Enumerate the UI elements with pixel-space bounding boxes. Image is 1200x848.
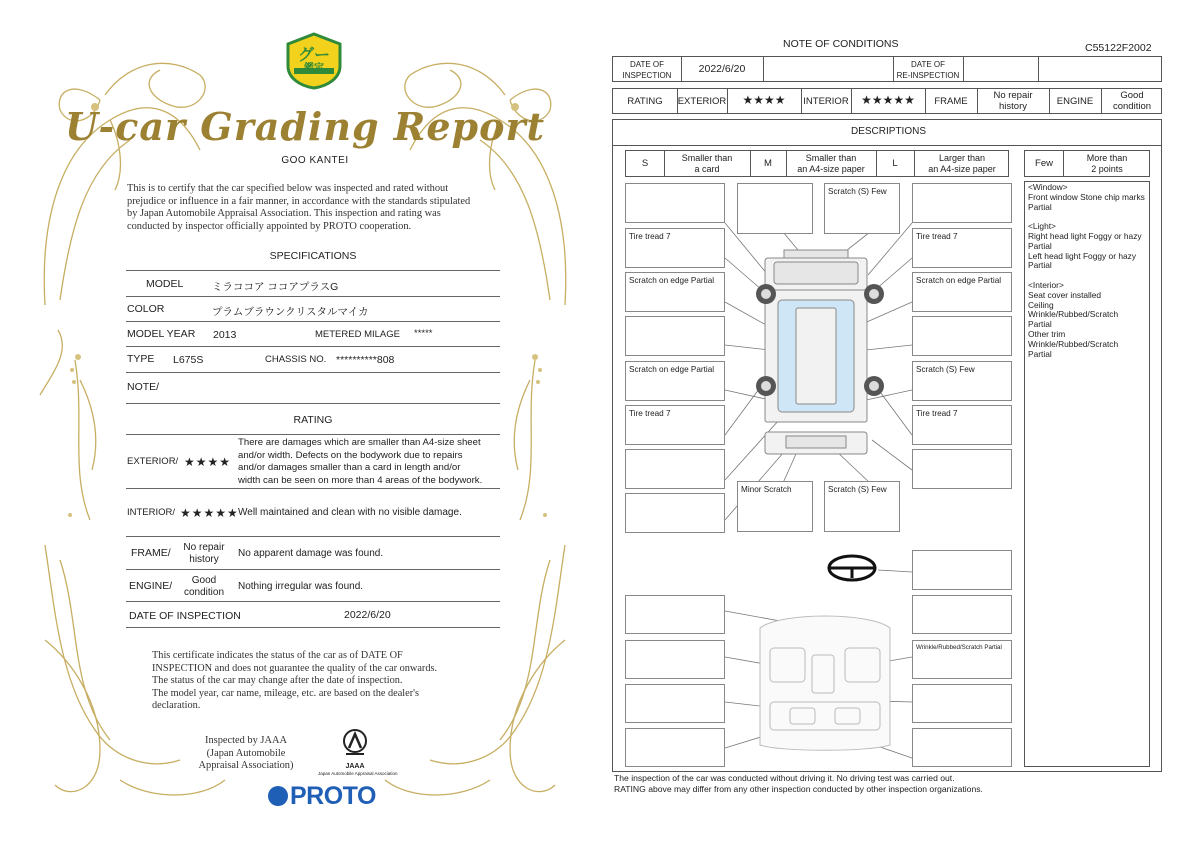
condition-box: [625, 449, 725, 489]
condition-box: [824, 481, 900, 532]
description-line: Partial: [1028, 319, 1052, 330]
value-line: No repair: [993, 90, 1033, 101]
condition-box: [625, 183, 725, 223]
chassis-label: CHASSIS NO.: [265, 354, 327, 365]
disclaimer-line: The status of the car may change after the date of inspection.: [152, 675, 403, 687]
interior-stars: ★★★★★: [861, 93, 915, 107]
disclaimer-line: This certificate indicates the status of the car as of DATE OF: [152, 650, 403, 661]
engine-value-line: Good: [191, 575, 217, 586]
footer-note: The inspection of the car was conducted without driving it. No driving test was carried out.: [614, 773, 955, 783]
value-line: history: [999, 101, 1027, 112]
note-label: NOTE/: [127, 381, 160, 393]
description-line: Wrinkle/Rubbed/Scratch: [1028, 309, 1119, 320]
description-line: Front window Stone chip marks: [1028, 191, 1145, 202]
condition-box: [912, 684, 1012, 723]
condition-label: Tire tread 7: [916, 409, 958, 418]
certify-line: by Japan Automobile Appraisal Association. This inspection and rating was: [127, 208, 441, 220]
inspected-line: Appraisal Association): [198, 760, 294, 771]
condition-box: [912, 228, 1012, 268]
legend-line: an A4-size paper: [928, 164, 996, 174]
rating-heading: RATING: [293, 414, 333, 426]
condition-label: Scratch (S) Few: [828, 187, 887, 196]
legend-m: M: [764, 158, 772, 169]
interior-label: INTERIOR: [803, 96, 849, 107]
disclaimer-line: INSPECTION and does not guarantee the quality of the car onwards.: [152, 662, 438, 674]
label-line: INSPECTION: [622, 71, 672, 80]
chassis-value: **********808: [336, 354, 395, 366]
condition-box: [625, 640, 725, 679]
exterior-line: There are damages which are smaller than A4-size sheet: [238, 437, 481, 448]
description-line: <Light>: [1028, 221, 1056, 232]
condition-box: [912, 449, 1012, 489]
frame-label: FRAME: [934, 96, 968, 107]
exterior-label: EXTERIOR/: [127, 456, 179, 467]
descriptions-heading: DESCRIPTIONS: [851, 126, 927, 137]
condition-box: [625, 728, 725, 767]
footer-note: RATING above may differ from any other inspection conducted by other inspection organizations.: [614, 784, 983, 794]
condition-box: [912, 316, 1012, 356]
interior-description: Well maintained and clean with no visible damage.: [238, 507, 462, 518]
badge-top-text: グー: [297, 47, 330, 64]
interior-stars: ★★★★★: [180, 506, 239, 520]
condition-label: Minor Scratch: [741, 485, 792, 494]
condition-label: Tire tread 7: [916, 232, 958, 241]
description-line: Partial: [1028, 240, 1052, 251]
inspected-line: (Japan Automobile: [206, 747, 286, 759]
exterior-label: EXTERIOR: [677, 96, 727, 107]
condition-box: [625, 228, 725, 268]
condition-label: Wrinkle/Rubbed/Scratch Partial: [916, 644, 1002, 651]
exterior-stars: ★★★★: [184, 455, 232, 469]
condition-box: [912, 640, 1012, 679]
description-line: <Window>: [1028, 182, 1068, 192]
condition-box: [912, 728, 1012, 767]
engine-description: Nothing irregular was found.: [238, 581, 364, 592]
model-label: MODEL: [146, 278, 184, 290]
disclaimer-line: declaration.: [152, 700, 201, 712]
description-line: Partial: [1028, 348, 1052, 359]
document-code: C55122F2002: [1085, 42, 1152, 54]
type-value: L675S: [173, 354, 204, 366]
condition-box: [625, 316, 725, 356]
color-value: プラムブラウンクリスタルマイカ: [212, 306, 369, 318]
frame-value-line: history: [189, 554, 219, 565]
description-line: Left head light Foggy or hazy: [1028, 250, 1137, 261]
specifications-heading: SPECIFICATIONS: [269, 250, 357, 262]
value-line: condition: [1112, 101, 1152, 112]
legend-line: 2 points: [1091, 164, 1123, 174]
engine-value-line: condition: [183, 587, 225, 598]
jaaa-mark: JAAA: [345, 763, 365, 770]
condition-label: Scratch on edge Partial: [629, 365, 715, 374]
value-line: Good: [1120, 90, 1144, 101]
engine-label: ENGINE/: [129, 580, 173, 592]
condition-label: Scratch on edge Partial: [629, 276, 715, 285]
description-line: Partial: [1028, 260, 1052, 271]
description-line: Other trim: [1028, 328, 1066, 339]
condition-box: [737, 183, 813, 234]
condition-box: [625, 684, 725, 723]
note-title: NOTE OF CONDITIONS: [783, 38, 899, 50]
legend-line: a card: [694, 164, 720, 174]
description-line: Right head light Foggy or hazy: [1028, 230, 1142, 241]
condition-box: [912, 595, 1012, 634]
certificate-title: U-car Grading Report: [64, 104, 546, 149]
condition-box: [625, 595, 725, 634]
exterior-line: and/or damages smaller than a card in length and/or: [238, 462, 461, 473]
certify-line: This is to certify that the car specified below was inspected and rated without: [127, 183, 449, 194]
legend-line: an A4-size paper: [797, 164, 865, 174]
legend-line: Larger than: [938, 153, 986, 163]
metered-mileage-value: *****: [414, 328, 433, 339]
description-list: [1028, 183, 1150, 359]
condition-label: Scratch (S) Few: [828, 485, 887, 494]
badge-bottom-text: 鑑定: [304, 63, 324, 74]
engine-label: ENGINE: [1056, 96, 1094, 107]
frame-description: No apparent damage was found.: [238, 548, 384, 559]
condition-box: [625, 272, 725, 312]
model-year-label: MODEL YEAR: [127, 328, 196, 340]
label-line: DATE OF: [629, 60, 665, 69]
description-line: Seat cover installed: [1028, 289, 1102, 300]
condition-box: [625, 493, 725, 533]
certify-line: prejudice or influence in a fair manner, in accordance with the standards stipulated: [127, 195, 471, 207]
exterior-line: width can be seen on more than 4 areas of the bodywork.: [238, 474, 483, 486]
steering-wheel-icon: [829, 556, 875, 580]
exterior-stars: ★★★★: [742, 93, 786, 107]
condition-label: Scratch on edge Partial: [916, 276, 1002, 285]
disclaimer-line: The model year, car name, mileage, etc. are based on the dealer's: [152, 687, 420, 699]
model-year-value: 2013: [213, 329, 237, 341]
date-of-inspection-label: DATE OF INSPECTION: [129, 610, 241, 622]
proto-wordmark: PROTO: [290, 782, 376, 810]
metered-mileage-label: METERED MILAGE: [315, 329, 400, 340]
exterior-line: and/or width. Defects on the bodywork due to repairs: [238, 449, 463, 461]
condition-label: Scratch (S) Few: [916, 365, 975, 374]
description-line: Wrinkle/Rubbed/Scratch: [1028, 338, 1119, 349]
condition-box: [912, 361, 1012, 401]
label-line: DATE OF: [910, 60, 946, 69]
brand-name: GOO KANTEI: [281, 155, 349, 166]
jaaa-caption: Japan Automobile Appraisal Association: [318, 771, 398, 776]
legend-l: L: [892, 158, 898, 169]
description-line: Ceiling: [1028, 299, 1054, 310]
model-value: ミラココア ココアプラスG: [212, 281, 339, 293]
condition-box: [912, 272, 1012, 312]
description-line: <Interior>: [1028, 279, 1064, 290]
color-label: COLOR: [127, 303, 165, 315]
condition-box: [625, 405, 725, 445]
condition-box: [625, 361, 725, 401]
legend-s: S: [641, 158, 649, 169]
legend-few: Few: [1035, 158, 1053, 169]
condition-label: Tire tread 7: [629, 409, 671, 418]
condition-box: [912, 550, 1012, 590]
date-of-inspection-value: 2022/6/20: [344, 609, 391, 621]
condition-box: [737, 481, 813, 532]
rating-label: RATING: [627, 96, 663, 107]
label-line: RE-INSPECTION: [896, 71, 960, 80]
condition-box: [824, 183, 900, 234]
interior-label: INTERIOR/: [127, 507, 176, 518]
type-label: TYPE: [127, 353, 155, 365]
legend-line: More than: [1086, 153, 1128, 163]
description-line: Partial: [1028, 201, 1052, 212]
certify-line: conducted by inspector officially appointed by PROTO cooperation.: [127, 220, 412, 232]
inspected-line: Inspected by JAAA: [205, 735, 287, 746]
date-of-inspection-value: 2022/6/20: [698, 63, 746, 75]
legend-line: Smaller than: [681, 153, 733, 163]
condition-box: [912, 183, 1012, 223]
condition-box: [912, 405, 1012, 445]
condition-label: Tire tread 7: [629, 232, 671, 241]
frame-value-line: No repair: [183, 542, 225, 553]
frame-label: FRAME/: [131, 547, 171, 559]
legend-line: Smaller than: [805, 153, 857, 163]
